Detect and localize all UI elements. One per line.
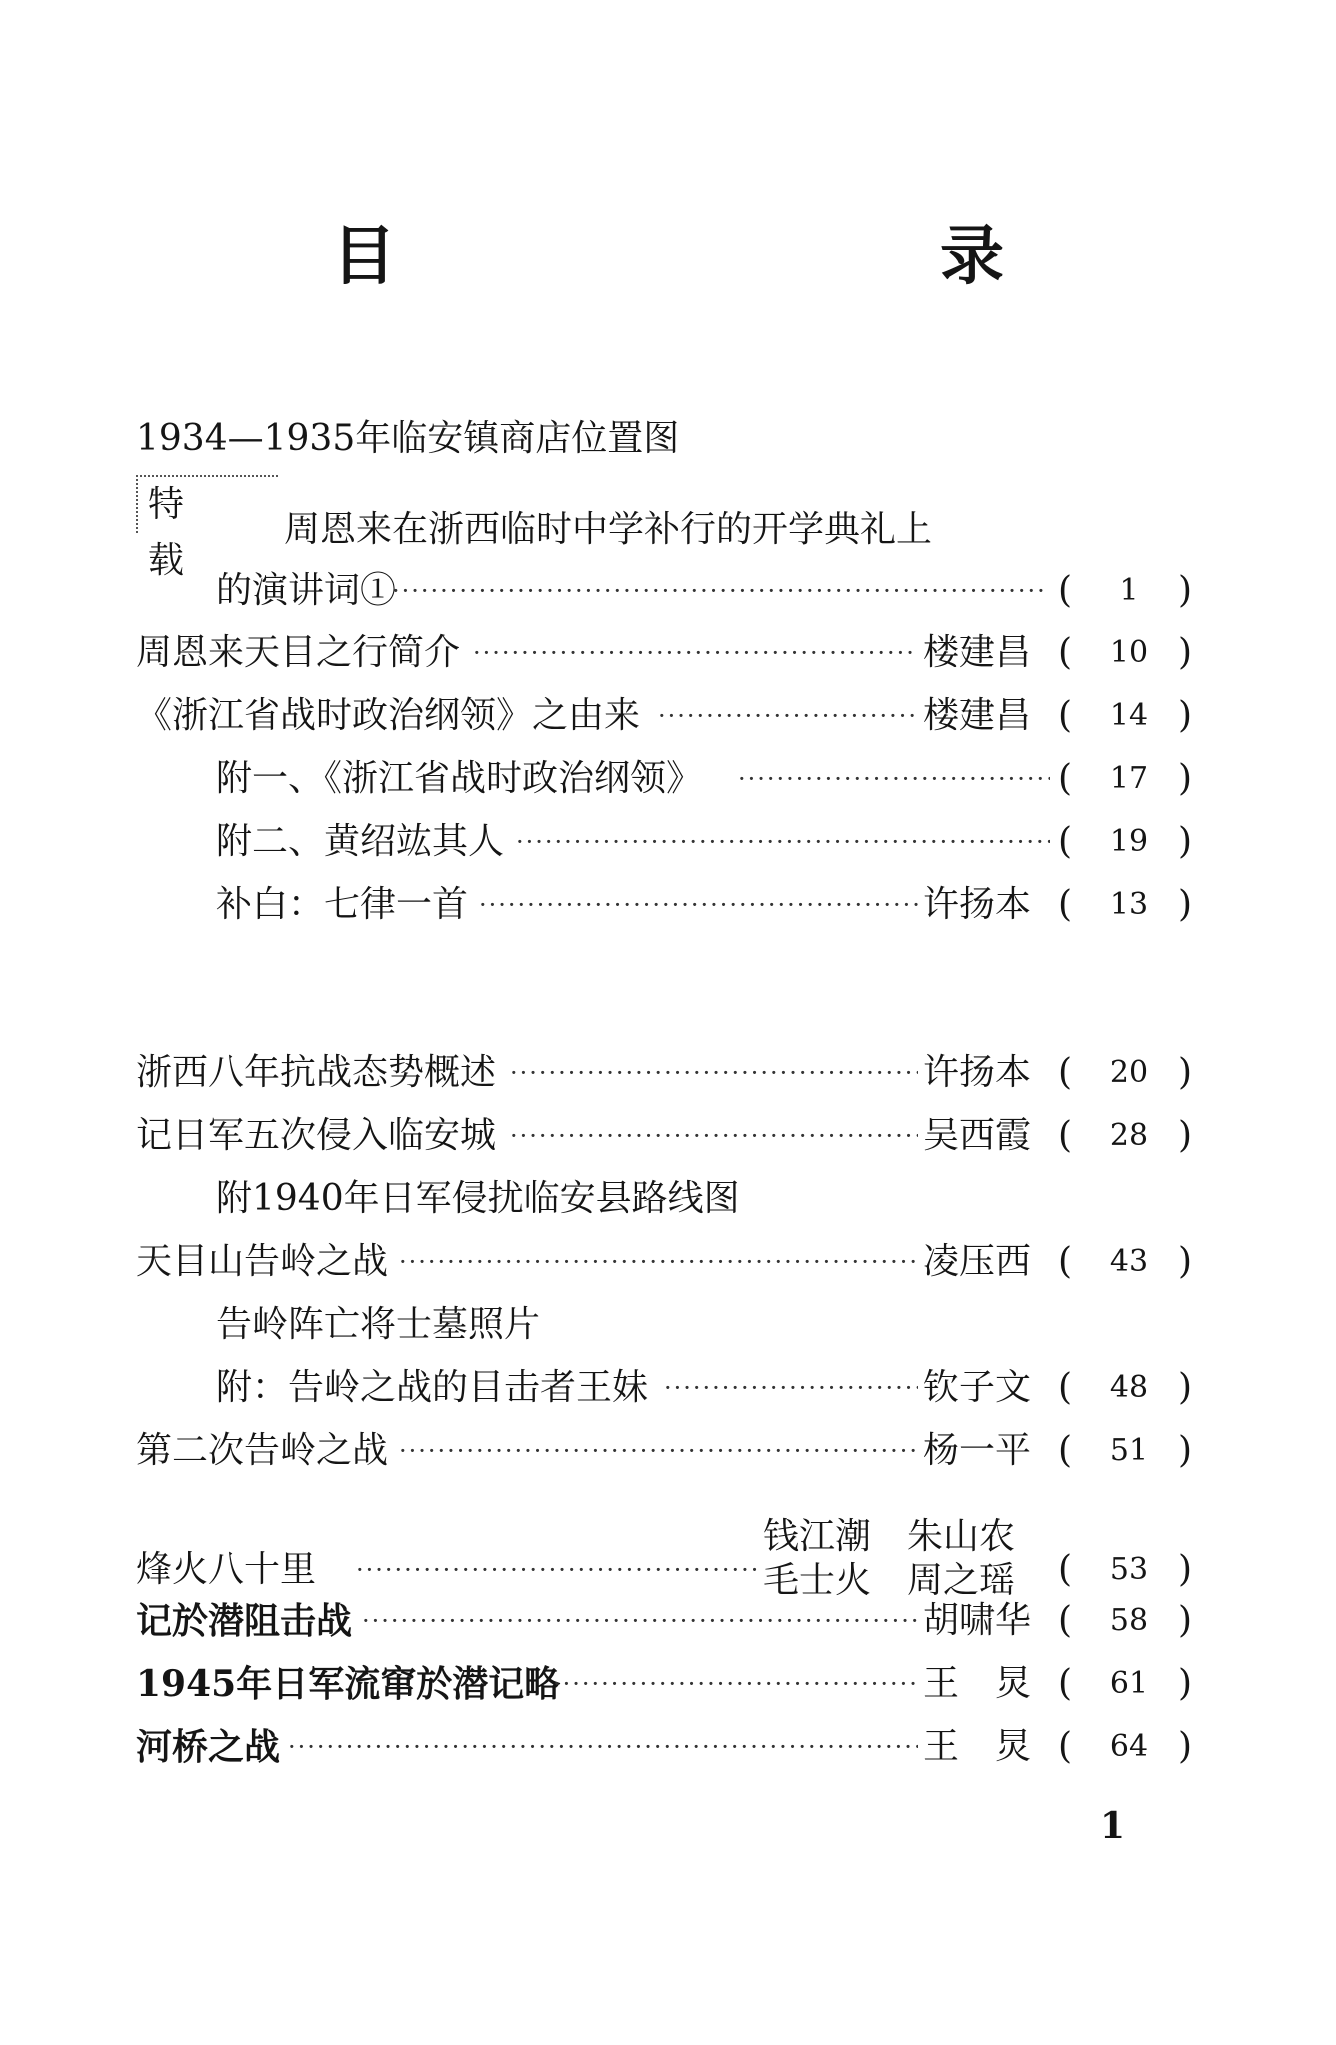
page-ref: 10: [1109, 635, 1149, 670]
leader-dots: [516, 817, 1050, 867]
entry-title: 记日军五次侵入临安城: [136, 1115, 497, 1156]
page-ref: 14: [1109, 698, 1149, 733]
entry-title: 1945年日军流窜於潜记略: [136, 1663, 561, 1705]
page-ref: 43: [1109, 1244, 1149, 1279]
entry-title: 河桥之战: [136, 1726, 281, 1768]
authors-line-1: 钱江潮 朱山农: [763, 1516, 1016, 1557]
special-title-1: 周恩来在浙西临时中学补行的开学典礼上: [284, 509, 933, 550]
page-title: 目 录: [332, 219, 1244, 294]
toc-entry: 记日军五次侵入临安城 ····· 吴西霞 ( 28 ): [0, 1111, 1336, 1161]
entry-title: 补白：七律一首: [216, 884, 469, 925]
entry-title: 附二、黄绍竑其人: [216, 821, 505, 862]
toc-entry: 附二、黄绍竑其人 ····· ( 19 ): [0, 817, 1336, 867]
leader-dots: [399, 1237, 918, 1287]
toc-entry: 《浙江省战时政治纲领》之由来 ····· 楼建昌 ( 14 ): [0, 691, 1336, 741]
leader-dots: [510, 1111, 918, 1161]
entry-title: 天目山告岭之战: [136, 1241, 389, 1282]
entry-title: 《浙江省战时政治纲领》之由来: [136, 695, 641, 736]
page-ref: 19: [1109, 824, 1149, 859]
toc-entry: 第二次告岭之战 ····· 杨一平 ( 51 ): [0, 1426, 1336, 1476]
entry-author: 许扬本: [923, 1052, 1032, 1093]
leader-dots: [399, 1426, 918, 1476]
page-ref: 64: [1109, 1729, 1149, 1764]
entry-title: 记於潜阻击战: [136, 1600, 353, 1642]
intro-line: [0, 414, 1336, 464]
page-ref: 13: [1109, 887, 1149, 922]
special-line-1: [0, 505, 1336, 555]
toc-entry: 浙西八年抗战态势概述 ····· 许扬本 ( 20 ): [0, 1048, 1336, 1098]
entry-author: 许扬本: [923, 884, 1032, 925]
leader-dots: [473, 628, 918, 678]
page-ref: 51: [1109, 1433, 1149, 1468]
entry-title: 第二次告岭之战: [136, 1430, 389, 1471]
intro-text: 1934—1935年临安镇商店位置图: [136, 418, 680, 459]
page-ref: 20: [1109, 1055, 1149, 1090]
leader-dots: [664, 1363, 918, 1413]
entry-author: 凌压西: [923, 1241, 1032, 1282]
entry-author: 钦子文: [923, 1367, 1032, 1408]
entry-author: 吴西霞: [923, 1115, 1032, 1156]
special-title-2: 的演讲词①: [216, 570, 397, 611]
special-label: 特 载: [148, 484, 211, 581]
leader-dots: [479, 880, 918, 930]
entry-author: 胡啸华: [923, 1600, 1032, 1641]
page-ref: 53: [1109, 1552, 1149, 1587]
entry-title: 附：告岭之战的目击者王妹: [216, 1367, 649, 1408]
leader-dots: [356, 1545, 760, 1595]
page-number: 1: [1100, 1805, 1126, 1847]
entry-author: 楼建昌: [923, 695, 1032, 736]
page-ref: 1: [1119, 573, 1139, 608]
toc-entry: 附一、《浙江省战时政治纲领》 ····· ( 17 ): [0, 754, 1336, 804]
leader-dots: [553, 1659, 918, 1709]
entry-title: 烽火八十里: [136, 1549, 317, 1590]
authors-line-2: 毛士火 周之瑶: [763, 1560, 1016, 1601]
entry-title: 附一、《浙江省战时政治纲领》: [216, 758, 703, 799]
toc-entry: 补白：七律一首 ····· 许扬本 ( 13 ): [0, 880, 1336, 930]
entry-title: 周恩来天目之行简介: [136, 632, 461, 673]
leader-dots: [362, 1596, 918, 1646]
page-ref: 48: [1109, 1370, 1149, 1405]
toc-entry: 周恩来天目之行简介 ····· 楼建昌 ( 10 ): [0, 628, 1336, 678]
page-ref: 58: [1109, 1603, 1149, 1638]
entry-title: 浙西八年抗战态势概述: [136, 1052, 497, 1093]
entry-author: 杨一平: [923, 1430, 1032, 1471]
toc-entry: 河桥之战 ····· 王 炅 ( 64 ): [0, 1722, 1336, 1772]
leader-dots: [658, 691, 918, 741]
entry-title: 告岭阵亡将士墓照片: [216, 1304, 541, 1345]
toc-entry: 记於潜阻击战 ····· 胡啸华 ( 58 ): [0, 1596, 1336, 1646]
entry-author: 楼建昌: [923, 632, 1032, 673]
special-line-2: 的演讲词① ····· ( 1 ): [0, 566, 1336, 616]
toc-entry: [0, 1300, 1336, 1350]
page-ref: 17: [1109, 761, 1149, 796]
toc-entry: 天目山告岭之战 ····· 凌压西 ( 43 ): [0, 1237, 1336, 1287]
entry-title: 附1940年日军侵扰临安县路线图: [216, 1178, 740, 1219]
toc-entry: 附：告岭之战的目击者王妹 ····· 钦子文 ( 48 ): [0, 1363, 1336, 1413]
leader-dots: [510, 1048, 918, 1098]
leader-dots: [392, 566, 1046, 616]
toc-entry: 1945年日军流窜於潜记略 ····· 王 炅 ( 61 ): [0, 1659, 1336, 1709]
page-ref: 61: [1109, 1666, 1149, 1701]
page-ref: 28: [1109, 1118, 1149, 1153]
multi-author-line: 烽火八十里 ····· 钱江潮 朱山农 毛士火 周之瑶 ( 53 ): [0, 1515, 1336, 1625]
entry-author: 王 炅: [923, 1726, 1032, 1767]
leader-dots: [738, 754, 1050, 804]
entry-author: 王 炅: [923, 1663, 1032, 1704]
leader-dots: [288, 1722, 918, 1772]
toc-entry: [0, 1174, 1336, 1224]
